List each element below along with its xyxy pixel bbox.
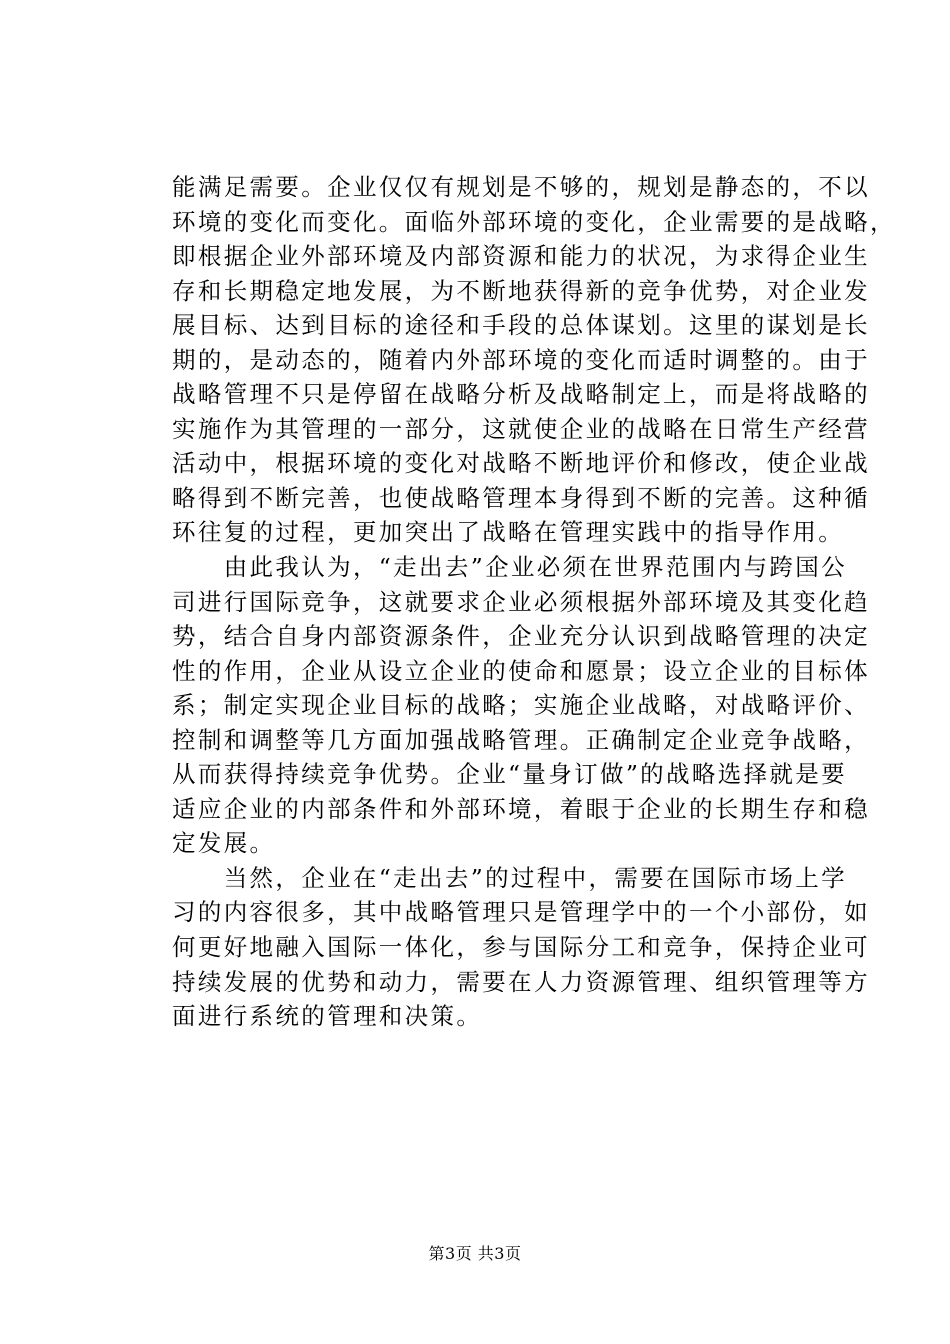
text-line: 即根据企业外部环境及内部资源和能力的状况，为求得企业生 (172, 242, 870, 271)
text-line: 略得到不断完善，也使战略管理本身得到不断的完善。这种循 (172, 483, 870, 512)
text-line: 性的作用，企业从设立企业的使命和愿景；设立企业的目标体 (172, 656, 870, 685)
page-number-footer: 第3页 共3页 (428, 1244, 522, 1263)
text-line: 活动中，根据环境的变化对战略不断地评价和修改，使企业战 (172, 449, 870, 478)
text-line: 环境的变化而变化。面临外部环境的变化，企业需要的是战略， (172, 207, 896, 236)
text-line: 从而获得持续竞争优势。企业“量身订做”的战略选择就是要 (172, 760, 847, 789)
text-line: 展目标、达到目标的途径和手段的总体谋划。这里的谋划是长 (172, 311, 870, 340)
text-line: 适应企业的内部条件和外部环境，着眼于企业的长期生存和稳 (172, 794, 870, 823)
text-line: 由此我认为，“走出去”企业必须在世界范围内与跨国公 (172, 553, 847, 582)
text-line: 系；制定实现企业目标的战略；实施企业战略，对战略评价、 (172, 691, 870, 720)
text-line: 何更好地融入国际一体化，参与国际分工和竞争，保持企业可 (172, 933, 870, 962)
text-line: 能满足需要。企业仅仅有规划是不够的，规划是静态的，不以 (172, 173, 870, 201)
text-line: 实施作为其管理的一部分，这就使企业的战略在日常生产经营 (172, 414, 870, 443)
text-line: 司进行国际竞争，这就要求企业必须根据外部环境及其变化趋 (172, 587, 870, 616)
text-line: 战略管理不只是停留在战略分析及战略制定上，而是将战略的 (172, 380, 870, 409)
text-line: 势，结合自身内部资源条件，企业充分认识到战略管理的决定 (172, 622, 870, 651)
text-line: 存和长期稳定地发展，为不断地获得新的竞争优势，对企业发 (172, 276, 870, 305)
text-line: 习的内容很多，其中战略管理只是管理学中的一个小部份，如 (172, 898, 870, 927)
text-line: 当然，企业在“走出去”的过程中，需要在国际市场上学 (172, 863, 847, 892)
body-text (172, 170, 896, 1034)
text-line: 面进行系统的管理和决策。 (172, 1002, 483, 1031)
text-line: 环往复的过程，更加突出了战略在管理实践中的指导作用。 (172, 518, 845, 547)
text-line: 持续发展的优势和动力，需要在人力资源管理、组织管理等方 (172, 967, 870, 996)
text-line: 定发展。 (172, 829, 276, 858)
text-line: 控制和调整等几方面加强战略管理。正确制定企业竞争战略， (172, 725, 870, 754)
text-line: 期的，是动态的，随着内外部环境的变化而适时调整的。由于 (172, 345, 870, 374)
